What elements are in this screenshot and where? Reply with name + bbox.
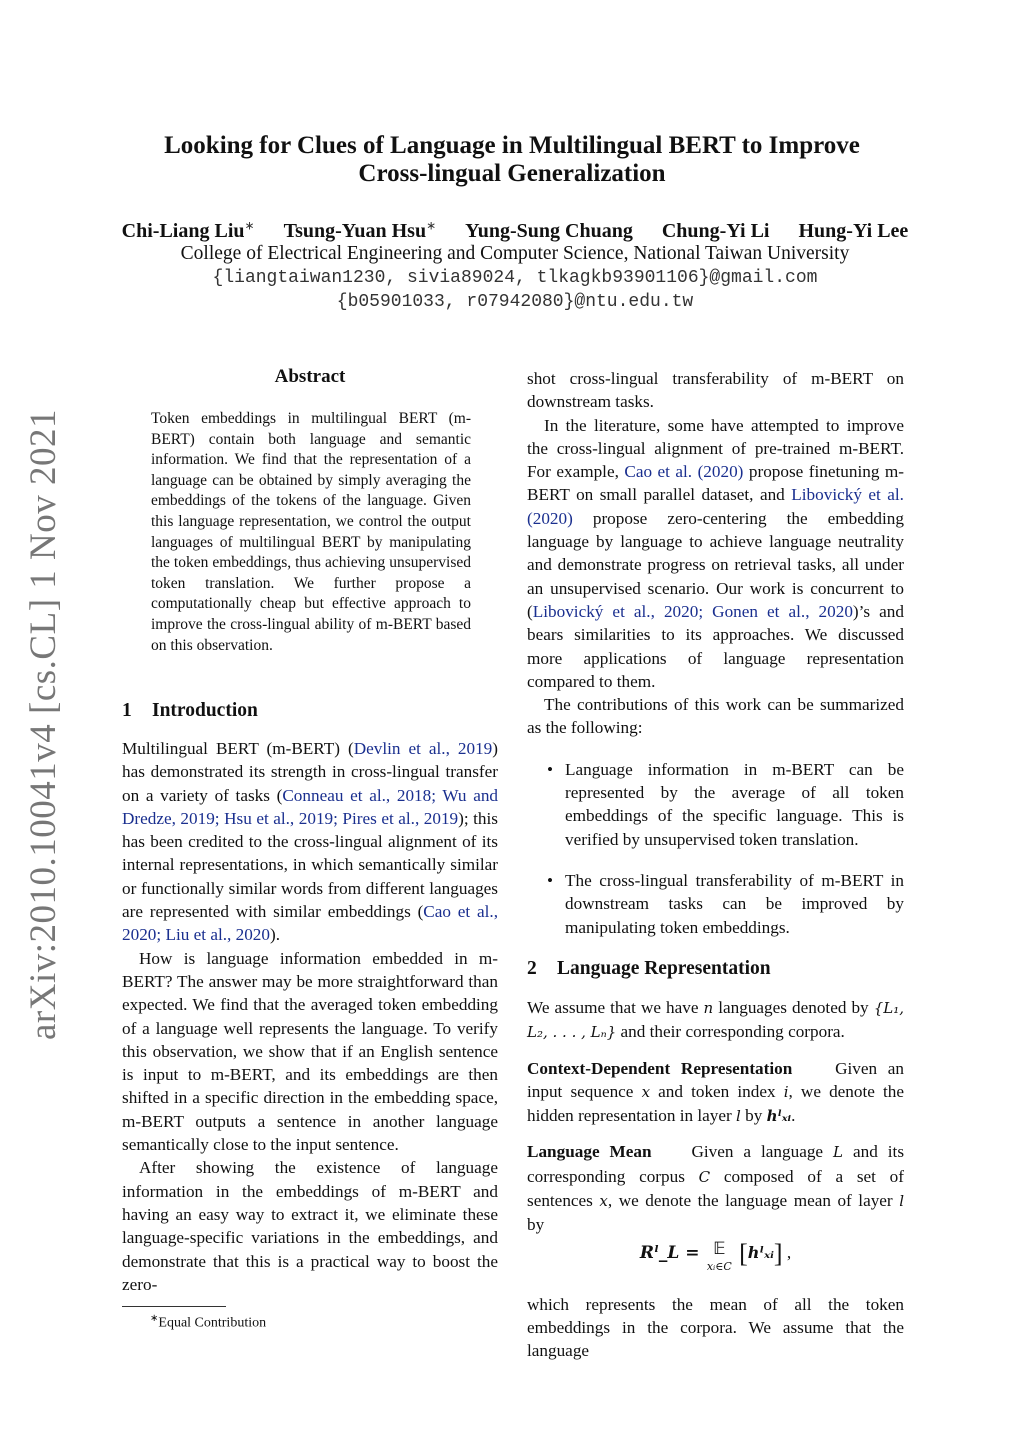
run-in-heading: Language Mean: [527, 1142, 652, 1162]
context-dependent-paragraph: Context-Dependent Representation Given an input sequence x and token index i, we denote the hidden representation in layer l by hˡₓᵢ.: [527, 1058, 905, 1126]
citation-link[interactable]: Cao et al. (2020): [624, 462, 744, 482]
author-3: Yung-Sung Chuang: [465, 219, 633, 242]
sec2-paragraph-1: We assume that we have n languages denoted by {L₁, L₂, . . . , Lₙ} and their corresponding corpora.: [527, 998, 904, 1042]
contribution-bullet-1: • Language information in m-BERT can be represented by the average of all token embeddings of the specific language. This is verified by unsupervised token translation.: [527, 758, 904, 851]
intro-paragraph-1: Multilingual BERT (m-BERT) (Devlin et al., 2019) has demonstrated its strength in cross-lingual transfer on a variety of tasks (Conneau et al., 2018; Wu and Dredze, 2019; Hsu et al., 2019; Pires et al., 2019); this has been credited to the cross-lingual alignment of its internal representations, in which semantically similar or functionally similar words from different languages are represented with similar embeddings (Cao et al., 2020; Liu et al., 2020).: [122, 739, 499, 945]
run-in-heading: Context-Dependent Representation: [527, 1058, 793, 1078]
citation-link[interactable]: Cao et al., 2020; Liu et al., 2020: [122, 902, 498, 945]
right-paragraph-2: The contributions of this work can be summarized as the following:: [527, 695, 904, 738]
language-mean-paragraph: Language Mean Given a language L and its corresponding corpus C composed of a set of sentences x, we denote the language mean of layer l by: [527, 1142, 905, 1235]
intro-paragraph-3: After showing the existence of language information in the embeddings of m-BERT and having an easy way to extract it, we eliminate these language-specific variations in the embeddings, and demonstrate that this is a practical way to boost the zero-: [122, 1158, 498, 1294]
abstract-text: Token embeddings in multilingual BERT (m-BERT) contain both language and semantic information. We find that the representation of a language can be obtained by simply averaging the embeddings of the tokens of the language. Given this language representation, we control the output languages of multilingual BERT by manipulating the token embeddings, thus achieving unsupervised token translation. We further propose a computationally cheap but effective approach to improve the cross-lingual ability of m-BERT based on this observation.: [151, 410, 471, 654]
email-line-1: {liangtaiwan1230, sivia89024, tlkagkb93901106}@gmail.com: [212, 268, 818, 288]
intro-paragraph-2: How is language information embedded in m-BERT? The answer may be more straightforward than expected. We find that the averaged token embedding of a language well represents the language. To verify this observation, we show that if an English sentence is input to m-BERT, and its embeddings are then shifted in a specific direction in the embedding space, m-BERT outputs a sentence in another language semantically close to the input sentence.: [122, 948, 498, 1155]
author-2: Tsung-Yuan Hsu∗: [283, 218, 437, 242]
right-paragraph-1: In the literature, some have attempted to improve the cross-lingual alignment of pre-trained m-BERT. For example, Cao et al. (2020) propose finetuning m-BERT on small parallel dataset, and Libovický et al. (2020) propose zero-centering the embedding language by language to achieve language neutrality and demonstrate progress on retrieval tasks, all under an unsupervised scenario. Our work is concurrent to (Libovický et al., 2020; Gonen et al., 2020)’s and bears similarities to its approaches. We discussed more applications of language representation compared to them.: [527, 415, 904, 691]
title-line-2: Cross-lingual Generalization: [358, 160, 666, 187]
section-2-heading: 2 Language Representation: [527, 958, 771, 979]
section-2-body: [527, 996, 904, 1363]
intro-column: [122, 737, 498, 1296]
citation-link[interactable]: Libovický et al. (2020): [527, 485, 904, 528]
arxiv-stamp: arXiv:2010.10041v4 [cs.CL] 1 Nov 2021: [23, 409, 64, 1040]
citation-link[interactable]: Conneau et al., 2018; Wu and Dredze, 2019; Hsu et al., 2019; Pires et al., 2019: [122, 785, 499, 828]
right-column: [527, 367, 904, 939]
footnote: ∗Equal Contribution: [150, 1313, 267, 1331]
language-mean-equation: Rˡ_L = 𝔼 xᵢ∈C [hˡₓᵢ] ,: [639, 1238, 792, 1273]
citation-link[interactable]: Devlin et al., 2019: [353, 739, 493, 758]
section-1-heading: 1 Introduction: [122, 700, 258, 721]
footnote-rule: [122, 1306, 226, 1307]
contribution-bullet-2: • The cross-lingual transferability of m-BERT in downstream tasks can be improved by manipulating token embeddings.: [527, 869, 904, 939]
affiliation: College of Electrical Engineering and Computer Science, National Taiwan University: [180, 243, 850, 264]
right-paragraph-0: shot cross-lingual transferability of m-BERT on downstream tasks.: [527, 369, 904, 412]
author-1: Chi-Liang Liu∗: [121, 218, 255, 242]
paper-title: [100, 132, 924, 188]
email-line-2: {b05901033, r07942080}@ntu.edu.tw: [336, 292, 694, 312]
title-line-1: Looking for Clues of Language in Multilingual BERT to Improve: [164, 132, 860, 159]
author-list: [100, 218, 930, 243]
abstract-heading: Abstract: [274, 366, 346, 387]
author-4: Chung-Yi Li: [661, 219, 770, 242]
author-5: Hung-Yi Lee: [798, 219, 909, 242]
sec2-paragraph-after-eq: which represents the mean of all the token embeddings in the corpora. We assume that the language: [527, 1294, 904, 1361]
citation-link[interactable]: Libovický et al., 2020; Gonen et al., 2020: [532, 601, 853, 621]
